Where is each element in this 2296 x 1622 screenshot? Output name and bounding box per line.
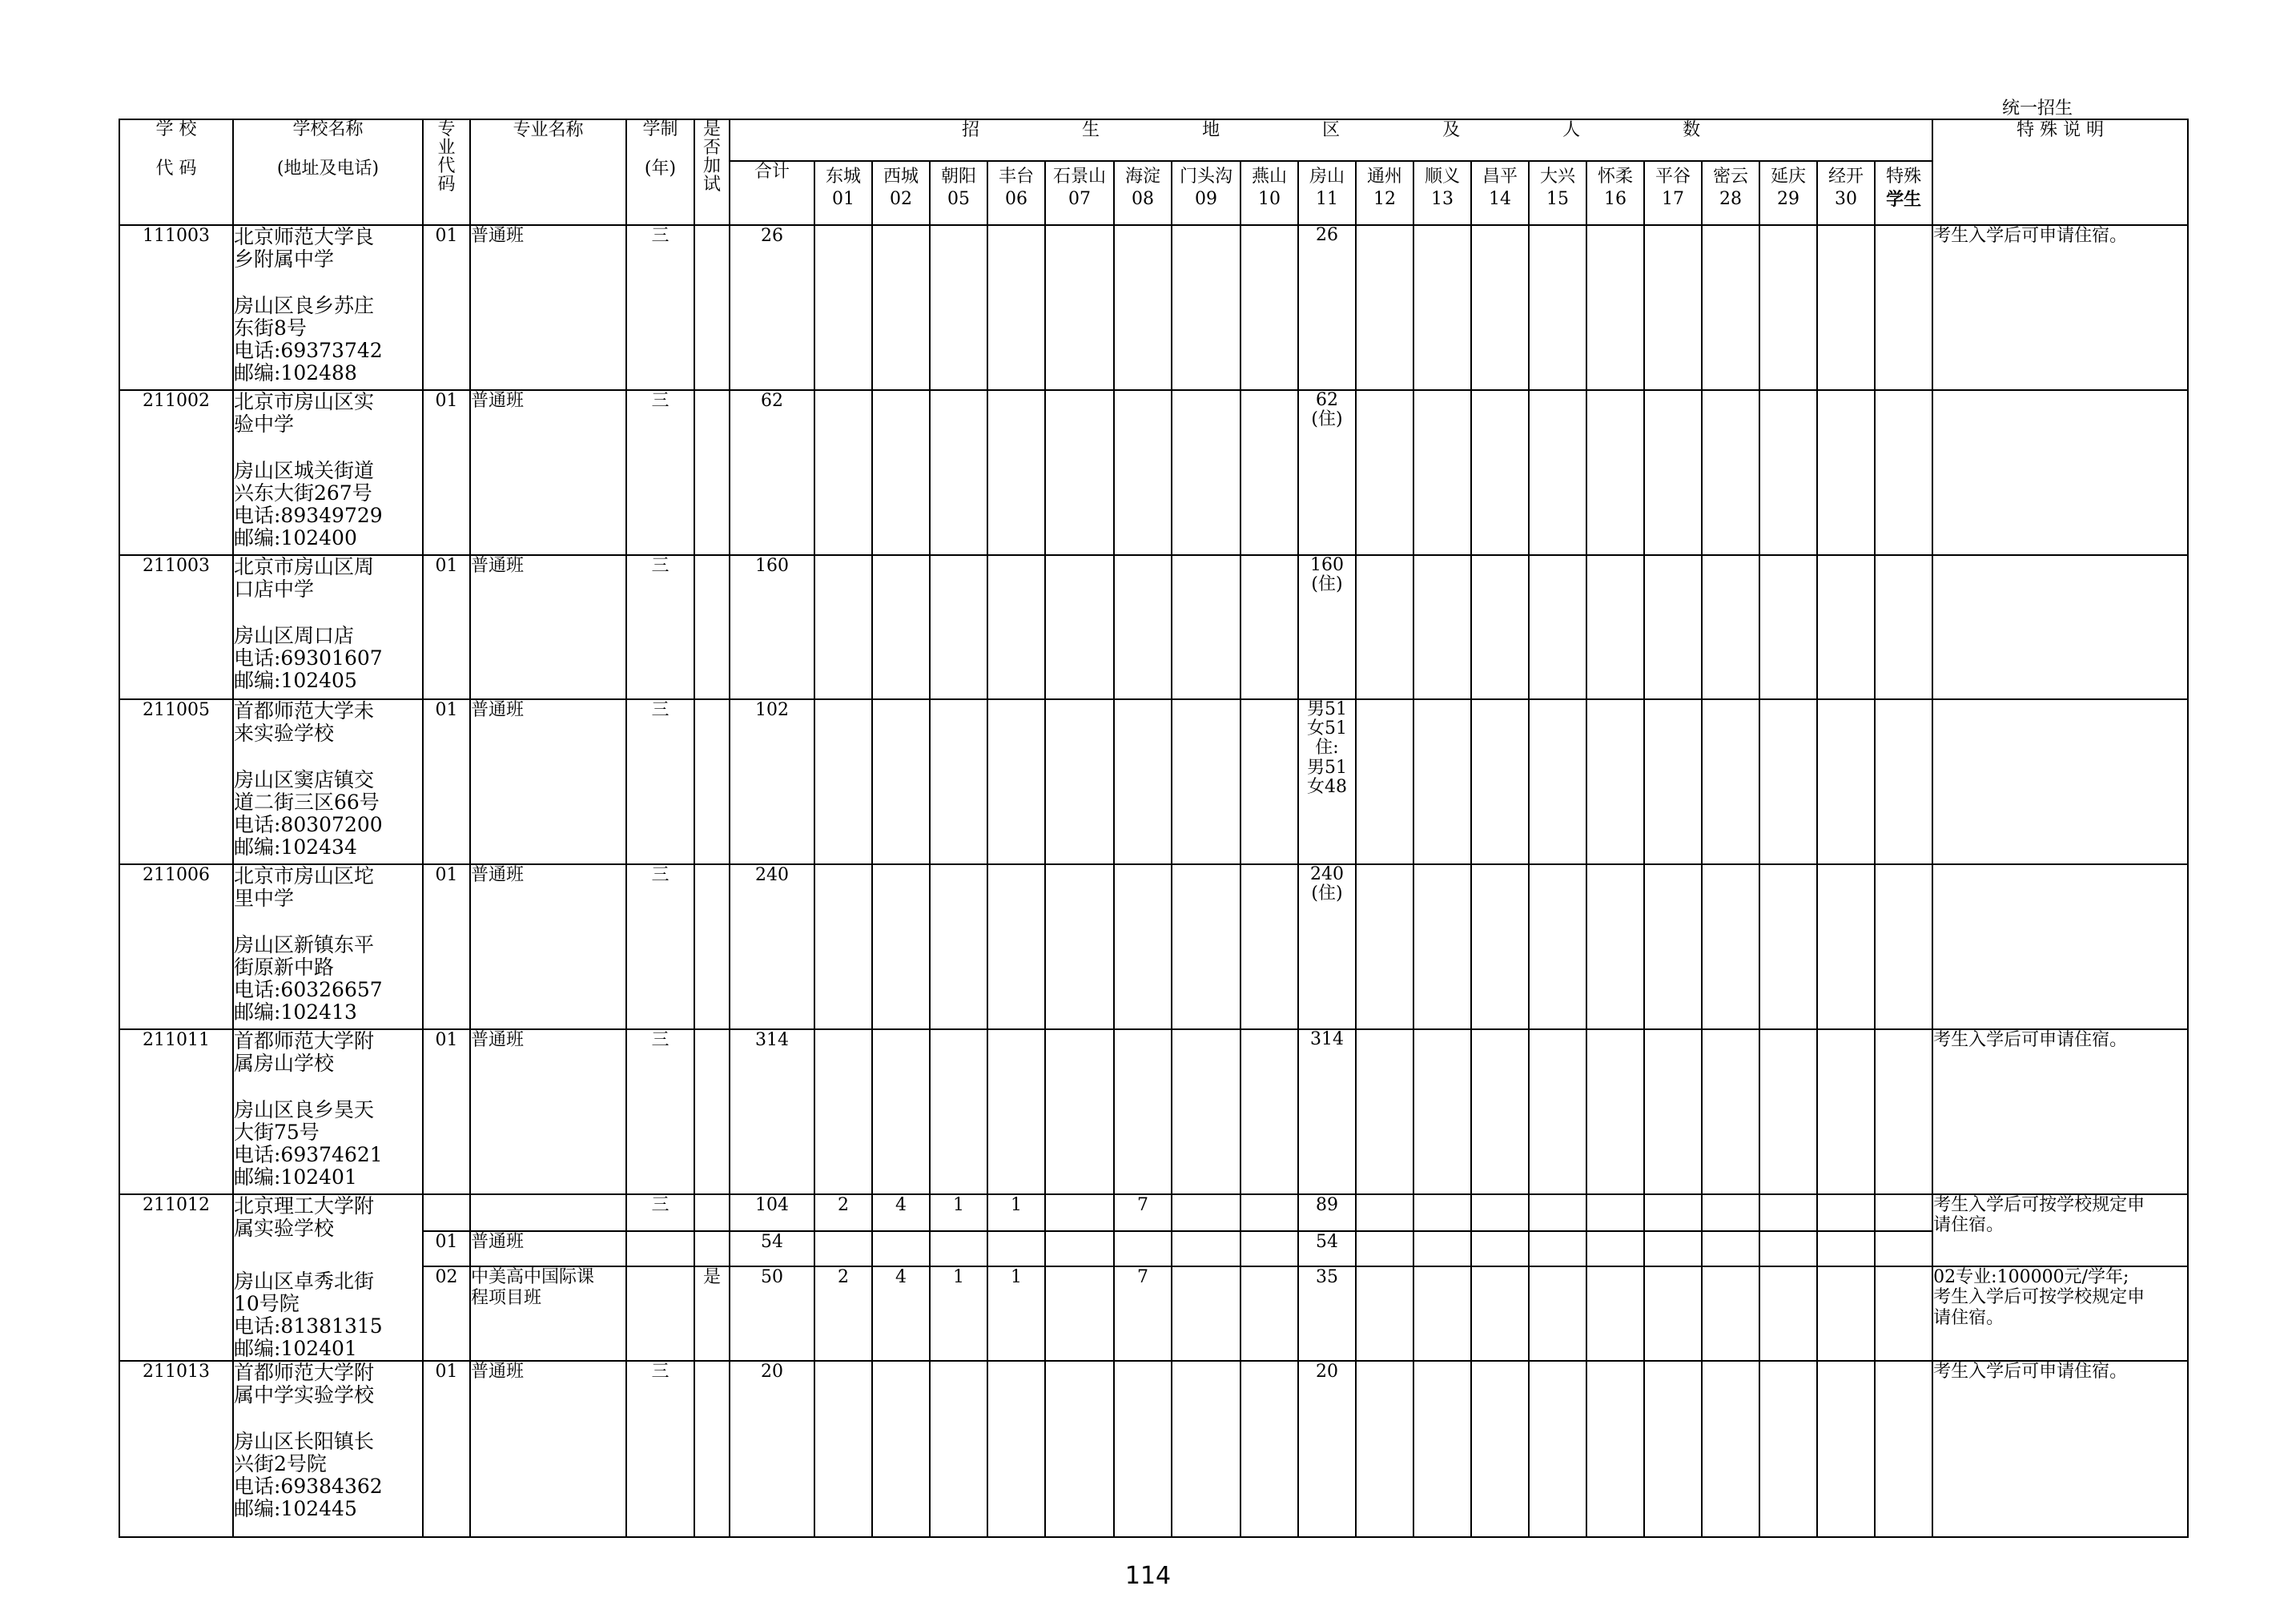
extra-exam — [694, 1361, 730, 1537]
header-region-14: 昌平 14 — [1471, 161, 1529, 225]
major-code: 01 — [423, 1231, 470, 1266]
notes: 考生入学后可申请住宿。 — [1932, 1361, 2188, 1537]
school-name: 首都师范大学附 属房山学校 — [234, 1029, 375, 1075]
school-name-cell — [233, 699, 423, 864]
school-address: 房山区新镇东平 街原新中路 电话:60326657 邮编:102413 — [234, 933, 383, 1024]
extra-exam — [694, 864, 730, 1029]
total: 314 — [730, 1029, 814, 1194]
region-02: 4 — [872, 1266, 930, 1361]
duration: 三 — [626, 864, 694, 1029]
extra-exam — [694, 699, 730, 864]
school-211013-rows — [119, 1361, 2188, 1537]
table-row — [119, 1361, 2188, 1537]
notes: 考生入学后可申请住宿。 — [1932, 225, 2188, 390]
duration: 三 — [626, 1029, 694, 1194]
school-code: 211013 — [119, 1361, 233, 1537]
extra-exam — [694, 555, 730, 699]
school-name-cell — [233, 555, 423, 699]
header-region-07: 石景山 07 — [1045, 161, 1114, 225]
school-address: 房山区城关街道 兴东大街267号 电话:89349729 邮编:102400 — [234, 459, 383, 549]
major-code: 01 — [423, 1361, 470, 1537]
school-name: 北京理工大学附 属实验学校 — [234, 1194, 375, 1240]
duration: 三 — [626, 555, 694, 699]
header-region-13: 顺义 13 — [1413, 161, 1471, 225]
major-code: 01 — [423, 390, 470, 555]
notes: 考生入学后可申请住宿。 — [1932, 1029, 2188, 1194]
table-row — [119, 225, 2188, 390]
region-08: 7 — [1114, 1266, 1172, 1361]
school-code: 211011 — [119, 1029, 233, 1194]
school-name: 北京市房山区坨 里中学 — [234, 864, 375, 910]
table-row — [119, 1231, 2188, 1266]
school-address: 房山区周口店 电话:69301607 邮编:102405 — [234, 624, 383, 692]
major-name: 普通班 — [470, 225, 626, 390]
header-notes: 特 殊 说 明 — [1932, 119, 2188, 225]
region-06: 1 — [987, 1194, 1045, 1231]
header-region-17: 平谷 17 — [1644, 161, 1702, 225]
header-region-29: 延庆 29 — [1759, 161, 1817, 225]
region-11: 26 — [1298, 225, 1356, 390]
school-code: 211012 — [119, 1194, 233, 1361]
major-code: 01 — [423, 555, 470, 699]
major-code: 01 — [423, 864, 470, 1029]
header-region-16: 怀柔 16 — [1586, 161, 1644, 225]
school-address: 房山区长阳镇长 兴街2号院 电话:69384362 邮编:102445 — [234, 1430, 383, 1520]
header-region-11: 房山 11 — [1298, 161, 1356, 225]
school-name-cell — [233, 1194, 423, 1361]
school-name-cell — [233, 864, 423, 1029]
total: 160 — [730, 555, 814, 699]
header-total: 合计 — [730, 161, 814, 225]
school-211012-rows — [119, 1194, 2188, 1361]
major-code: 01 — [423, 225, 470, 390]
header-school-name: 学校名称 (地址及电话) — [233, 119, 423, 225]
school-name: 首都师范大学未 来实验学校 — [234, 699, 375, 745]
extra-exam — [694, 225, 730, 390]
header-region-28: 密云 28 — [1702, 161, 1759, 225]
region-11: 20 — [1298, 1361, 1356, 1537]
school-name-cell — [233, 1029, 423, 1194]
header-region-09: 门头沟 09 — [1172, 161, 1240, 225]
major-name: 普通班 — [470, 864, 626, 1029]
school-name-cell — [233, 225, 423, 390]
major-name: 普通班 — [470, 390, 626, 555]
region-11: 35 — [1298, 1266, 1356, 1361]
header-extra-exam: 是 否 加 试 — [694, 119, 730, 225]
header-region-30: 经开 30 — [1817, 161, 1875, 225]
header-region-12: 通州 12 — [1356, 161, 1413, 225]
region-06: 1 — [987, 1266, 1045, 1361]
header-region-01: 东城 01 — [814, 161, 872, 225]
school-code: 211003 — [119, 555, 233, 699]
table-row — [119, 1266, 2188, 1361]
region-11: 240 (住) — [1298, 864, 1356, 1029]
major-code: 01 — [423, 699, 470, 864]
school-name: 北京市房山区周 口店中学 — [234, 555, 375, 601]
extra-exam — [694, 390, 730, 555]
admissions-table — [119, 119, 2189, 1538]
header-major-code: 专 业 代 码 — [423, 119, 470, 225]
header-duration: 学制 (年) — [626, 119, 694, 225]
region-11: 89 — [1298, 1194, 1356, 1231]
school-rows — [119, 225, 2188, 1194]
header-region-08: 海淀 08 — [1114, 161, 1172, 225]
school-name-cell — [233, 390, 423, 555]
notes — [1932, 390, 2188, 555]
notes: 考生入学后可按学校规定申 请住宿。 — [1932, 1194, 2188, 1266]
region-11: 男51 女51 住: 男51 女48 — [1298, 699, 1356, 864]
region-11: 314 — [1298, 1029, 1356, 1194]
school-code: 211002 — [119, 390, 233, 555]
header-region-10: 燕山 10 — [1240, 161, 1298, 225]
school-name-cell — [233, 1361, 423, 1537]
school-address: 房山区窦店镇交 道二街三区66号 电话:80307200 邮编:102434 — [234, 768, 383, 859]
header-school-code: 学 校 代 码 — [119, 119, 233, 225]
table-row — [119, 699, 2188, 864]
school-address: 房山区良乡苏庄 东街8号 电话:69373742 邮编:102488 — [234, 294, 383, 384]
duration: 三 — [626, 699, 694, 864]
region-11: 62 (住) — [1298, 390, 1356, 555]
notes — [1932, 864, 2188, 1029]
total: 102 — [730, 699, 814, 864]
duration: 三 — [626, 225, 694, 390]
total: 20 — [730, 1361, 814, 1537]
header-region-06: 丰台 06 — [987, 161, 1045, 225]
school-address: 房山区卓秀北街 10号院 电话:81381315 邮编:102401 — [234, 1270, 383, 1360]
major-name: 普通班 — [470, 555, 626, 699]
header-region-02: 西城 02 — [872, 161, 930, 225]
total: 104 — [730, 1194, 814, 1231]
major-name: 普通班 — [470, 1361, 626, 1537]
total: 54 — [730, 1231, 814, 1266]
school-name: 首都师范大学附 属中学实验学校 — [234, 1361, 375, 1407]
major-name: 中美高中国际课 程项目班 — [470, 1266, 626, 1361]
header-major-name: 专业名称 — [470, 119, 626, 225]
header-region-title: 招 生 地 区 及 人 数 — [730, 119, 1932, 161]
major-name: 普通班 — [470, 1029, 626, 1194]
header-region-15: 大兴 15 — [1529, 161, 1586, 225]
table-row — [119, 1194, 2188, 1231]
school-name: 北京市房山区实 验中学 — [234, 390, 375, 436]
total: 50 — [730, 1266, 814, 1361]
notes: 02专业:100000元/学年; 考生入学后可按学校规定申 请住宿。 — [1932, 1266, 2188, 1361]
table-row — [119, 390, 2188, 555]
extra-exam: 是 — [694, 1266, 730, 1361]
region-02: 4 — [872, 1194, 930, 1231]
major-name: 普通班 — [470, 1231, 626, 1266]
school-code: 211005 — [119, 699, 233, 864]
school-code: 111003 — [119, 225, 233, 390]
region-05: 1 — [930, 1194, 987, 1231]
notes — [1932, 699, 2188, 864]
total: 240 — [730, 864, 814, 1029]
school-name: 北京师范大学良 乡附属中学 — [234, 225, 375, 271]
page-number: 114 — [1124, 1562, 1172, 1590]
major-code: 02 — [423, 1266, 470, 1361]
duration: 三 — [626, 390, 694, 555]
region-11: 54 — [1298, 1231, 1356, 1266]
major-code: 01 — [423, 1029, 470, 1194]
major-name: 普通班 — [470, 699, 626, 864]
duration: 三 — [626, 1361, 694, 1537]
total: 62 — [730, 390, 814, 555]
total: 26 — [730, 225, 814, 390]
page-header-tag: 统一招生 — [2002, 99, 2073, 119]
region-01: 2 — [814, 1194, 872, 1231]
table-row — [119, 1029, 2188, 1194]
extra-exam — [694, 1029, 730, 1194]
school-address: 房山区良乡昊天 大街75号 电话:69374621 邮编:102401 — [234, 1098, 383, 1189]
table-row — [119, 864, 2188, 1029]
table-row — [119, 555, 2188, 699]
region-01: 2 — [814, 1266, 872, 1361]
region-05: 1 — [930, 1266, 987, 1361]
region-08: 7 — [1114, 1194, 1172, 1231]
notes — [1932, 555, 2188, 699]
header-region-special: 特殊 学生 — [1875, 161, 1932, 225]
school-code: 211006 — [119, 864, 233, 1029]
header-region-05: 朝阳 05 — [930, 161, 987, 225]
duration: 三 — [626, 1194, 694, 1231]
region-11: 160 (住) — [1298, 555, 1356, 699]
